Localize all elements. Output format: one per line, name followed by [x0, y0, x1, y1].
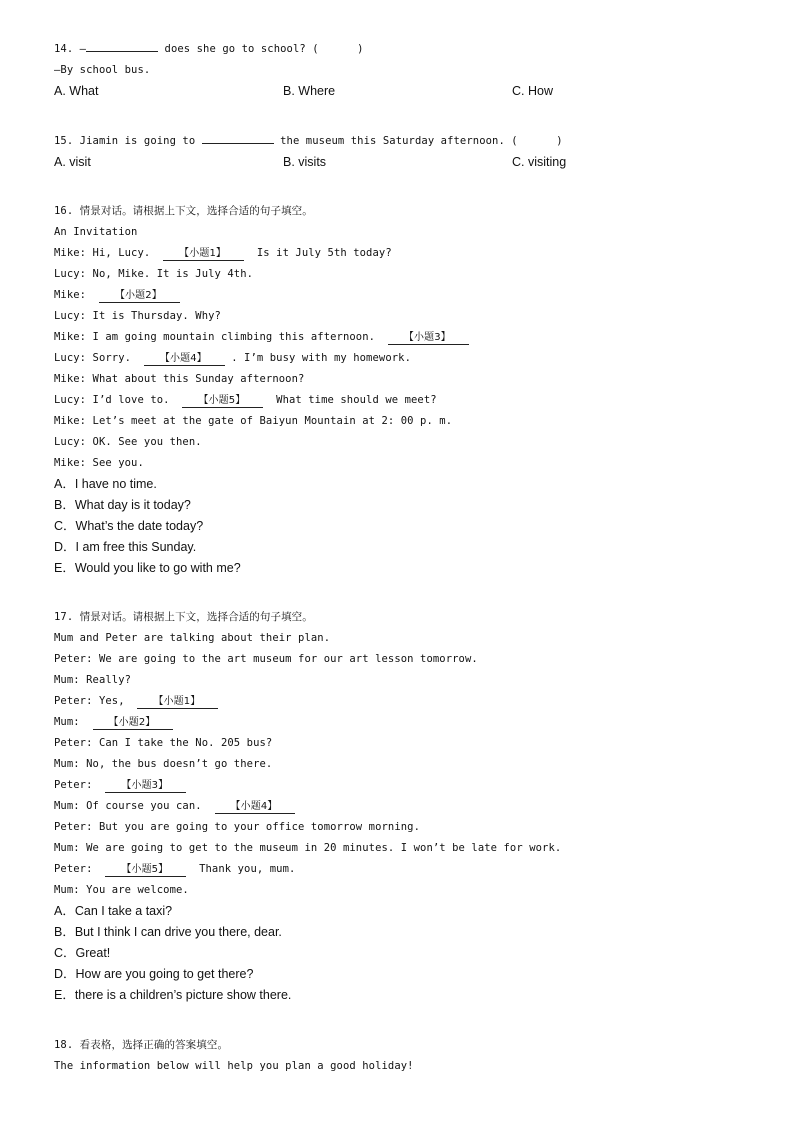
q14-option-b[interactable]: B. Where	[283, 84, 336, 98]
choice-option[interactable]: C．Great!	[54, 946, 111, 960]
dialogue-line	[54, 756, 272, 772]
dialogue-line	[54, 735, 272, 751]
dialogue-text: Mike: What about this Sunday afternoon?	[54, 373, 305, 385]
dialogue-line	[54, 777, 186, 793]
q15-option-b[interactable]: B. visits	[283, 155, 327, 169]
q14-stem-post: does she go to school? ( )	[158, 43, 364, 55]
answer-blank[interactable]: 【小题1】	[137, 695, 218, 709]
choice-option[interactable]: D．How are you going to get there?	[54, 967, 254, 981]
dialogue-text: Peter: Yes,	[54, 695, 138, 707]
dialogue-line	[54, 245, 392, 261]
dialogue-line	[54, 455, 144, 471]
dialogue-line	[54, 329, 469, 345]
answer-blank[interactable]: 【小题4】	[215, 800, 296, 814]
q18-heading: 18. 看表格，选择正确的答案填空。	[54, 1039, 229, 1051]
q14-blank[interactable]	[86, 51, 158, 52]
dialogue-text: Mum:	[54, 716, 93, 728]
dialogue-text-after: Is it July 5th today?	[244, 247, 392, 259]
choice-option[interactable]: E．Would you like to go with me?	[54, 561, 241, 575]
dialogue-text: Lucy: It is Thursday. Why?	[54, 310, 221, 322]
choice-option[interactable]: A．I have no time.	[54, 477, 157, 491]
answer-blank[interactable]: 【小题5】	[105, 863, 186, 877]
dialogue-text: Mum: No, the bus doesn’t go there.	[54, 758, 273, 770]
choice-option[interactable]: D．I am free this Sunday.	[54, 540, 197, 554]
answer-blank[interactable]: 【小题2】	[93, 716, 174, 730]
dialogue-line	[54, 798, 295, 814]
answer-blank[interactable]: 【小题5】	[182, 394, 263, 408]
q14-option-a[interactable]: A. What	[54, 84, 99, 98]
dialogue-text: Mike: Hi, Lucy.	[54, 247, 164, 259]
answer-blank[interactable]: 【小题3】	[388, 331, 469, 345]
choice-option[interactable]: E．there is a children’s picture show there.	[54, 988, 292, 1002]
dialogue-line	[54, 672, 131, 688]
dialogue-line	[54, 413, 452, 429]
dialogue-line	[54, 840, 561, 856]
dialogue-line	[54, 882, 189, 898]
dialogue-line	[54, 308, 221, 324]
choice-option[interactable]: C．What’s the date today?	[54, 519, 204, 533]
q14-stem	[54, 41, 364, 57]
dialogue-text: Mike: Let’s meet at the gate of Baiyun Mountain at 2: 00 p. m.	[54, 415, 453, 427]
dialogue-text: Peter: Can I take the No. 205 bus?	[54, 737, 273, 749]
answer-blank[interactable]: 【小题3】	[105, 779, 186, 793]
q17-heading: 17. 情景对话。请根据上下文，选择合适的句子填空。	[54, 611, 313, 623]
dialogue-line	[54, 714, 173, 730]
dialogue-text: Peter:	[54, 779, 106, 791]
q15-stem	[54, 133, 563, 149]
dialogue-line	[54, 371, 304, 387]
dialogue-text-after: Thank you, mum.	[186, 863, 296, 875]
dialogue-text: Lucy: I’d love to.	[54, 394, 183, 406]
dialogue-line	[54, 651, 478, 667]
dialogue-text: Mike: I am going mountain climbing this afternoon.	[54, 331, 388, 343]
dialogue-line	[54, 350, 411, 366]
dialogue-text: Mum: You are welcome.	[54, 884, 189, 896]
q14-stem-pre: 14. —	[54, 43, 87, 55]
choice-option[interactable]: B．What day is it today?	[54, 498, 191, 512]
dialogue-text: Mike: See you.	[54, 457, 144, 469]
q14-answer: —By school bus.	[54, 64, 151, 76]
dialogue-text: Peter: But you are going to your office tomorrow morning.	[54, 821, 421, 833]
dialogue-text: Mike:	[54, 289, 99, 301]
q14-option-c[interactable]: C. How	[512, 84, 553, 98]
dialogue-line	[54, 819, 420, 835]
dialogue-line	[54, 434, 202, 450]
q16-title: An Invitation	[54, 226, 138, 238]
answer-blank[interactable]: 【小题4】	[144, 352, 225, 366]
dialogue-line	[54, 861, 295, 877]
answer-blank[interactable]: 【小题2】	[99, 289, 180, 303]
dialogue-text: Mum: Really?	[54, 674, 132, 686]
dialogue-line	[54, 630, 330, 646]
choice-option[interactable]: B．But I think I can drive you there, dear.	[54, 925, 282, 939]
dialogue-text: Peter:	[54, 863, 106, 875]
q15-option-a[interactable]: A. visit	[54, 155, 91, 169]
q15-stem-post: the museum this Saturday afternoon. ( )	[273, 135, 563, 147]
dialogue-text: Mum and Peter are talking about their plan.	[54, 632, 331, 644]
dialogue-line	[54, 693, 218, 709]
answer-blank[interactable]: 【小题1】	[163, 247, 244, 261]
dialogue-text: Lucy: OK. See you then.	[54, 436, 202, 448]
dialogue-text: Lucy: No, Mike. It is July 4th.	[54, 268, 254, 280]
dialogue-line	[54, 287, 180, 303]
dialogue-text-after: What time should we meet?	[263, 394, 437, 406]
dialogue-text-after: . I’m busy with my homework.	[224, 352, 412, 364]
q18-intro: The information below will help you plan a good holiday!	[54, 1060, 414, 1072]
dialogue-line	[54, 392, 437, 408]
dialogue-text: Mum: We are going to get to the museum in 20 minutes. I won’t be late for work.	[54, 842, 562, 854]
q16-heading: 16. 情景对话。请根据上下文，选择合适的句子填空。	[54, 205, 313, 217]
choice-option[interactable]: A．Can I take a taxi?	[54, 904, 173, 918]
dialogue-text: Mum: Of course you can.	[54, 800, 215, 812]
dialogue-line	[54, 266, 253, 282]
q15-stem-pre: 15. Jiamin is going to	[54, 135, 202, 147]
q15-blank[interactable]	[202, 143, 274, 144]
dialogue-text: Lucy: Sorry.	[54, 352, 144, 364]
dialogue-text: Peter: We are going to the art museum for our art lesson tomorrow.	[54, 653, 478, 665]
q15-option-c[interactable]: C. visiting	[512, 155, 567, 169]
